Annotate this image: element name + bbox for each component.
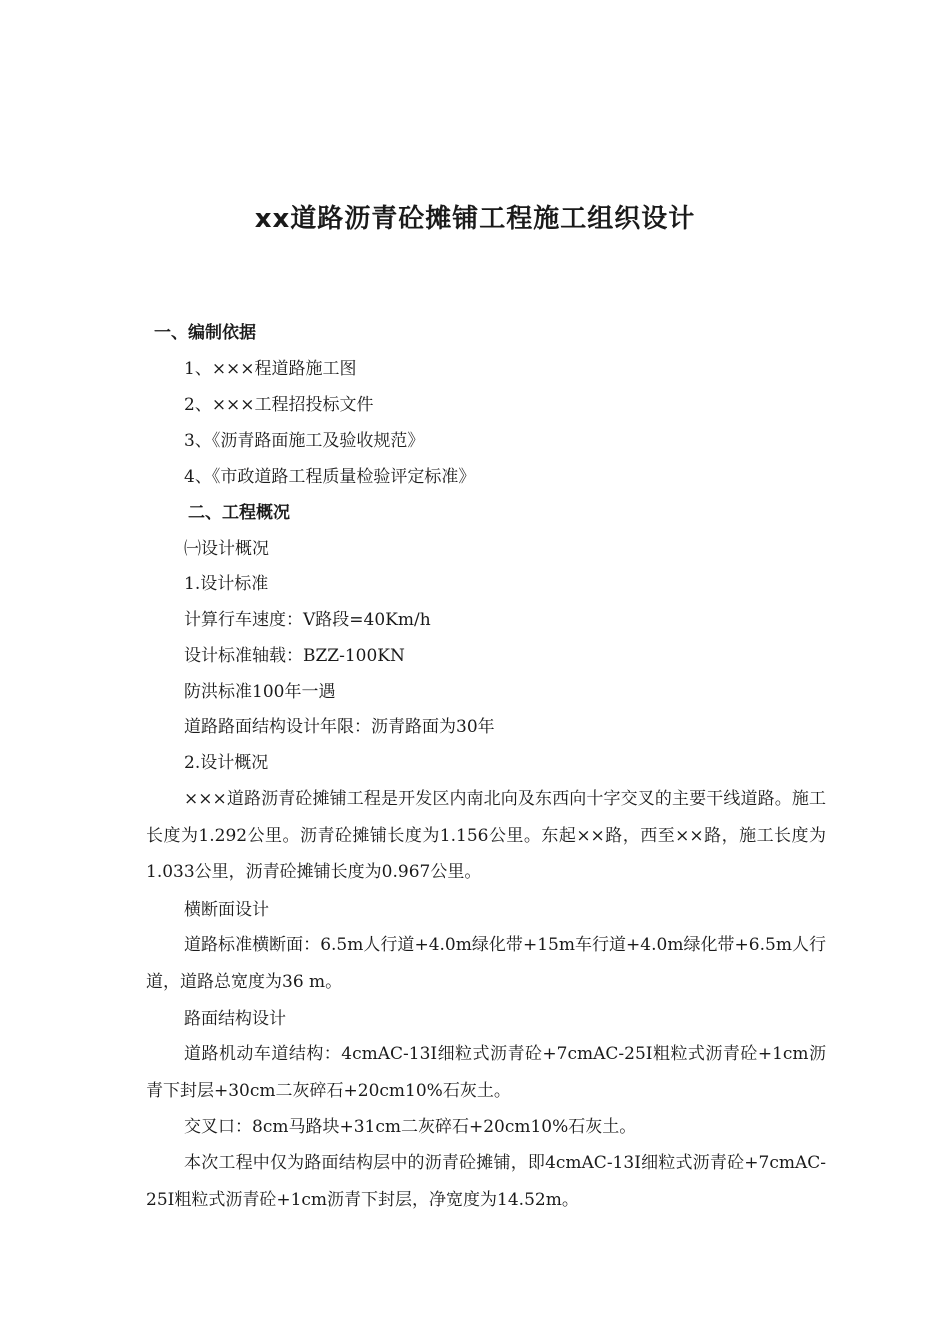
scope-paragraph: 本次工程中仅为路面结构层中的沥青砼摊铺，即4cmAC-13I细粒式沥青砼+7cmAC-25I粗粒式沥青砼+1cm沥青下封层，净宽度为14.52m。 — [146, 1153, 826, 1210]
basis-item-2: 2、×××工程招投标文件 — [184, 395, 374, 415]
document-title: xx道路沥青砼摊铺工程施工组织设计 — [254, 204, 696, 234]
basis-item-3: 3、《沥青路面施工及验收规范》 — [184, 431, 425, 451]
standard-speed: 计算行车速度：V路段=40Km/h — [184, 610, 431, 630]
standard-design-life: 道路路面结构设计年限：沥青路面为30年 — [184, 717, 495, 737]
section-heading-basis: 一、编制依据 — [154, 323, 256, 343]
standard-axle-load: 设计标准轴载：BZZ-100KN — [184, 646, 405, 666]
intersection-paragraph: 交叉口：8cm马路块+31cm二灰碎石+20cm10%石灰土。 — [184, 1117, 637, 1137]
standard-flood: 防洪标准100年一遇 — [184, 682, 336, 702]
basis-item-1: 1、×××程道路施工图 — [184, 359, 357, 379]
design-standard-title: 1.设计标准 — [184, 574, 269, 594]
section-heading-overview: 二、工程概况 — [188, 503, 290, 523]
basis-item-4: 4、《市政道路工程质量检验评定标准》 — [184, 467, 476, 487]
design-overview-title: 2.设计概况 — [184, 753, 269, 773]
pavement-structure-paragraph: 道路机动车道结构：4cmAC-13I细粒式沥青砼+7cmAC-25I粗粒式沥青砼+1cm沥青下封层+30cm二灰碎石+20cm10%石灰土。 — [146, 1044, 826, 1101]
pavement-structure-title: 路面结构设计 — [184, 1009, 286, 1029]
cross-section-title: 横断面设计 — [184, 900, 269, 920]
overview-paragraph: ×××道路沥青砼摊铺工程是开发区内南北向及东西向十字交叉的主要干线道路。施工长度为1.292公里。沥青砼摊铺长度为1.156公里。东起××路，西至××路，施工长度为1.033公里，沥青砼摊铺长度为0.967公里。 — [146, 789, 826, 882]
cross-section-paragraph: 道路标准横断面：6.5m人行道+4.0m绿化带+15m车行道+4.0m绿化带+6.5m人行道，道路总宽度为36 m。 — [146, 935, 826, 992]
subsection-design-overview: ㈠设计概况 — [184, 539, 269, 559]
